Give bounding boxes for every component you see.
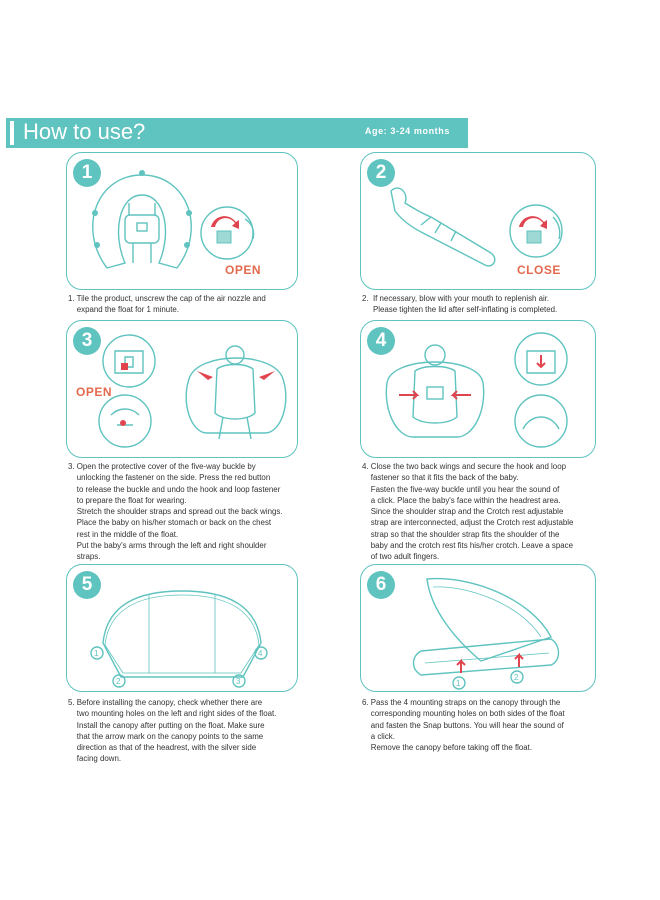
banner-accent-bar xyxy=(10,121,14,145)
step-3-label: OPEN xyxy=(76,385,113,399)
step-4-number: 4 xyxy=(367,327,395,355)
marker-p5-2: 2 xyxy=(116,677,121,686)
canopy-install-illustration xyxy=(361,565,595,691)
age-range: Age: 3-24 months xyxy=(364,126,450,136)
marker-p5-1: 1 xyxy=(94,649,99,658)
step-1-label: OPEN xyxy=(225,263,262,277)
step-2-label: CLOSE xyxy=(517,263,561,277)
marker-p5-4: 4 xyxy=(258,649,263,658)
fasten-buckle-illustration xyxy=(361,321,595,457)
step-4-panel xyxy=(360,320,596,458)
step-6-panel xyxy=(360,564,596,692)
step-1-panel xyxy=(66,152,298,290)
step-6-caption: 6. Pass the 4 mounting straps on the canopy through the corresponding mounting holes on both sides of the float and fasten the Snap buttons. You will hear the sound of a click. Remove the canopy before taking off the float. xyxy=(362,698,565,753)
step-3-panel xyxy=(66,320,298,458)
step-1-caption: 1. Tile the product, unscrew the cap of the air nozzle and expand the float for 1 minute. xyxy=(68,294,266,315)
marker-p6-2: 2 xyxy=(514,673,519,682)
page-title: How to use? xyxy=(23,119,146,144)
step-2-caption: 2. If necessary, blow with your mouth to replenish air. Please tighten the lid after self-inflating is completed. xyxy=(362,294,558,315)
float-open-illustration xyxy=(67,153,297,289)
step-2-panel xyxy=(360,152,596,290)
step-5-panel xyxy=(66,564,298,692)
marker-p5-3: 3 xyxy=(236,677,241,686)
header-banner xyxy=(6,118,468,148)
step-2-number: 2 xyxy=(367,159,395,187)
step-5-number: 5 xyxy=(73,571,101,599)
step-3-number: 3 xyxy=(73,327,101,355)
marker-p6-1: 1 xyxy=(456,679,461,688)
step-6-number: 6 xyxy=(367,571,395,599)
step-4-caption: 4. Close the two back wings and secure the hook and loop fastener so that it fits the back of the baby. Fasten the five-way buckle until you hear the sound of a click. Place the baby's face within the headrest area. Since the shoulder strap and the Crotch rest adjustable strap are interconnected, adjust the Crotch rest adjustable strap so that the shoulder strap fits the shoulder of the baby and the crotch rest fits his/her crotch. Leave a space of two adult fingers. xyxy=(362,462,574,562)
step-1-number: 1 xyxy=(73,159,101,187)
canopy-check-illustration xyxy=(67,565,297,691)
step-5-caption: 5. Before installing the canopy, check whether there are two mounting holes on the left and right sides of the float. Install the canopy after putting on the float. Make sure that the arrow mark on the canopy points to the same direction as that of the headrest, with the silver side facing down. xyxy=(68,698,277,764)
step-3-caption: 3. Open the protective cover of the five-way buckle by unlocking the fastener on the side. Press the red button to release the buckle and undo the hook and loop fastener to prepare the float for wearing. Stretch the shoulder straps and spread out the back wings. Place the baby on his/her stomach or back on the chest rest in the middle of the float. Put the baby's arms through the left and right shoulder straps. xyxy=(68,462,283,562)
